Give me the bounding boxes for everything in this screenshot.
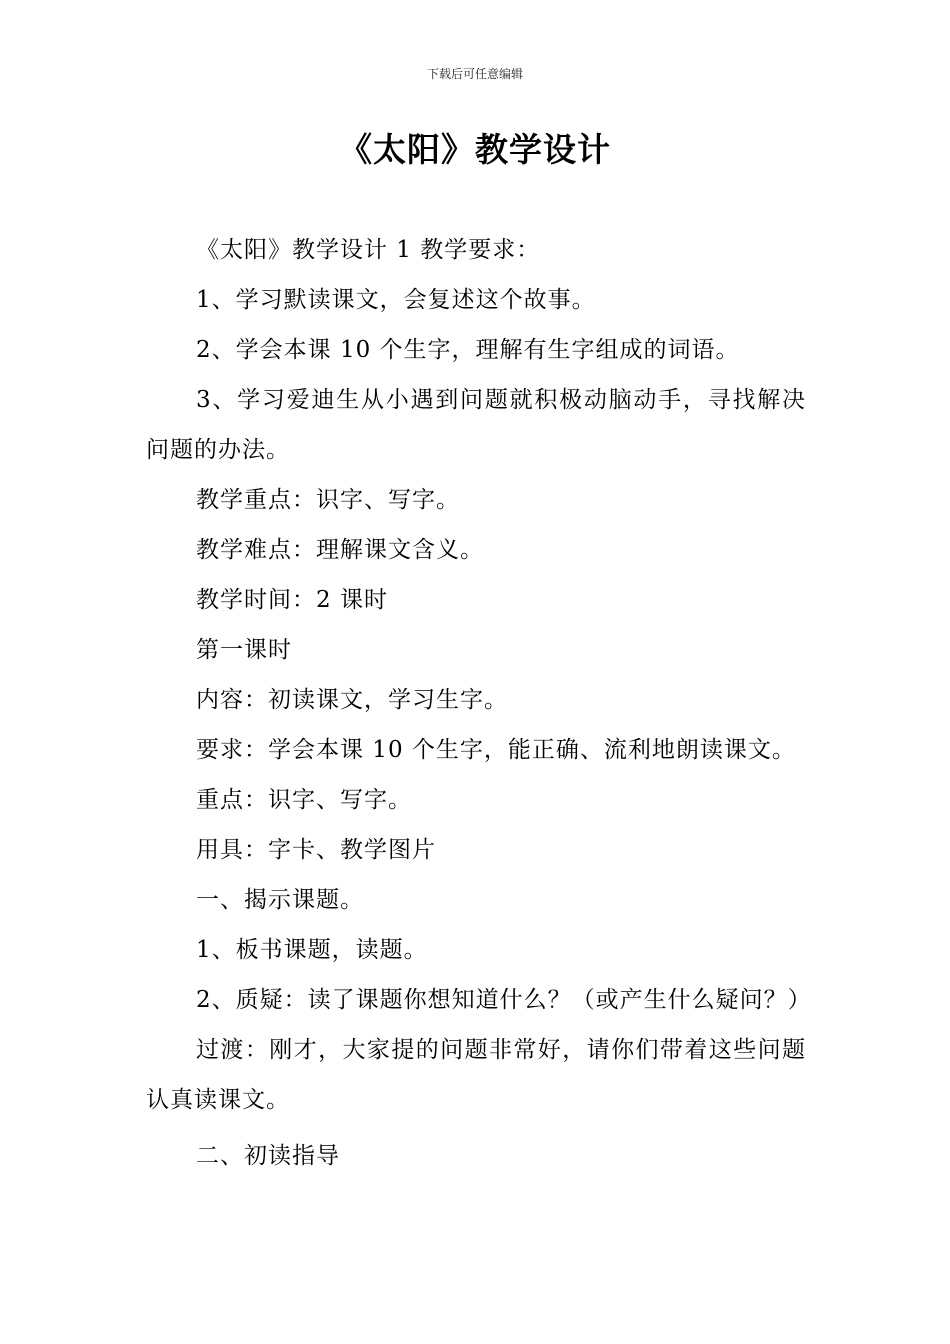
paragraph-tools: 用具：字卡、教学图片 — [196, 837, 436, 863]
paragraph-transition: 过渡：刚才，大家提的问题非常好，请你们带着这些问题认真读课文。 — [146, 1037, 806, 1113]
paragraph-section-1: 一、揭示课题。 — [196, 887, 364, 913]
header-note: 下载后可任意编辑 — [426, 67, 523, 81]
paragraph-content: 内容：初读课文，学习生字。 — [196, 687, 508, 713]
paragraph-requirement-1: 1、学习默读课文，会复述这个故事。 — [196, 287, 596, 313]
paragraph-requirement-2: 2、学会本课 10 个生字，理解有生字组成的词语。 — [196, 337, 740, 363]
paragraph-focus: 重点：识字、写字。 — [196, 787, 412, 813]
paragraph-requirements: 要求：学会本课 10 个生字，能正确、流利地朗读课文。 — [196, 737, 796, 763]
paragraph-section-2: 二、初读指导 — [196, 1143, 340, 1169]
paragraph-requirement-3: 3、学习爱迪生从小遇到问题就积极动脑动手，寻找解决问题的办法。 — [146, 387, 806, 463]
paragraph-teaching-time: 教学时间：2 课时 — [196, 587, 388, 613]
document-body — [146, 225, 812, 1181]
paragraph-first-lesson: 第一课时 — [196, 637, 292, 663]
paragraph-step-2: 2、质疑：读了课题你想知道什么？（或产生什么疑问？） — [196, 987, 812, 1013]
paragraph-key-points: 教学重点：识字、写字。 — [196, 487, 460, 513]
paragraph-intro: 《太阳》教学设计 1 教学要求： — [196, 237, 541, 263]
paragraph-step-1: 1、板书课题，读题。 — [196, 937, 428, 963]
paragraph-difficulties: 教学难点：理解课文含义。 — [196, 537, 484, 563]
document-title: 《太阳》教学设计 — [339, 130, 611, 169]
